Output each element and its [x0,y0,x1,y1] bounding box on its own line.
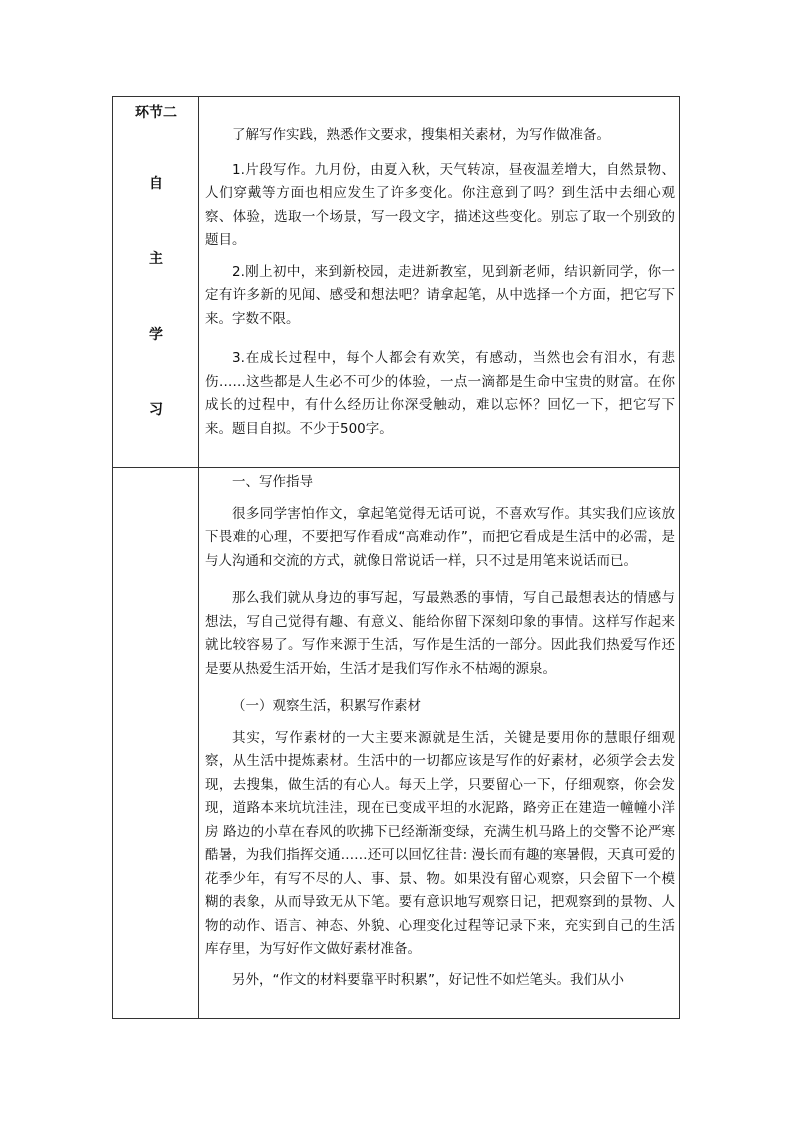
section-label-cell [113,97,199,468]
empty-label-cell [113,468,199,1019]
task-2-paragraph: 2.刚上初中，来到新校园，走进新教室，见到新老师，结识新同学，你一定有许多新的见闻、感受和想法吧？请拿起笔，从中选择一个方面，把它写下来。字数不限。 [205,263,675,327]
lesson-table [112,96,680,1019]
guidance-paragraph-2: 那么我们就从身边的事写起，写最熟悉的事情，写自己最想表达的情感与想法，写自己觉得有趣、有意义、能给你留下深刻印象的事情。这样写作起来就比较容易了。写作来源于生活，写作是生活的一部分。因此我们热爱写作还是要从热爱生活开始，生活才是我们写作永不枯竭的源泉。 [205,590,675,677]
guidance-content-cell [199,468,680,1019]
guidance-paragraph-1: 很多同学害怕作文，拿起笔觉得无话可说，不喜欢写作。其实我们应该放下畏难的心理，不要把写作看成“高难动作”，而把它看成是生活中的必需，是与人沟通和交流的方式，就像日常说话一样，只不过是用笔来说话而已。 [205,505,675,569]
guidance-row [113,468,680,1019]
self-study-content-cell [199,97,680,468]
self-study-content [199,97,679,441]
section-label: 环节二 [135,105,177,121]
vertical-label-char: 学 [149,327,163,343]
guidance-heading: 一、写作指导 [232,474,313,490]
vertical-label-char: 自 [149,176,163,192]
intro-paragraph: 了解写作实践，熟悉作文要求，搜集相关素材，为写作做准备。 [232,127,610,143]
guidance-paragraph-3: 其实，写作素材的一大主要来源就是生活，关键是要用你的慧眼仔细观察，从生活中提炼素材。生活中的一切都应该是写作的好素材，必须学会去发现，去搜集，做生活的有心人。每天上学，只要留心一下，仔细观察，你会发现，道路本来坑坑洼洼，现在已变成平坦的水泥路，路旁正在建造一幢幢小洋房 路边的小草在春风的吹拂下已经渐渐变绿，充满生机马路上的交警不论严寒酷暑，为我们指挥交通……还可以回忆往昔: 漫长而有趣的寒暑假，天真可爱的花季少年，有写不尽的人、事、景、物。如果没有留心观察，只会留下一个模糊的表象，从而导致无从下笔。要有意识地写观察日记，把观察到的景物、人物的动作、语言、神态、外貌、心理变化过程等记录下来，充实到自己的生活库存里，为写好作文做好素材准备。 [205,729,675,957]
guidance-subheading: （一）观察生活，积累写作素材 [232,698,421,714]
vertical-label-char: 主 [149,251,163,267]
vertical-label-char: 习 [149,402,163,418]
task-1-paragraph: 1.片段写作。九月份，由夏入秋，天气转凉，昼夜温差增大，自然景物、人们穿戴等方面也相应发生了许多变化。你注意到了吗？到生活中去细心观察、体验，选取一个场景，写一段文字，描述这些变化。别忘了取一个别致的题目。 [205,161,675,248]
task-3-paragraph: 3.在成长过程中，每个人都会有欢笑，有感动，当然也会有泪水，有悲伤……这些都是人生必不可少的体验，一点一滴都是生命中宝贵的财富。在你成长的过程中，有什么经历让你深受触动，难以忘怀？回忆一下，把它写下来。题目自拟。不少于500字。 [205,350,675,437]
self-study-row [113,97,680,468]
guidance-content [199,468,679,992]
guidance-paragraph-4: 另外，“作文的材料要靠平时积累”，好记性不如烂笔头。我们从小 [232,971,624,988]
